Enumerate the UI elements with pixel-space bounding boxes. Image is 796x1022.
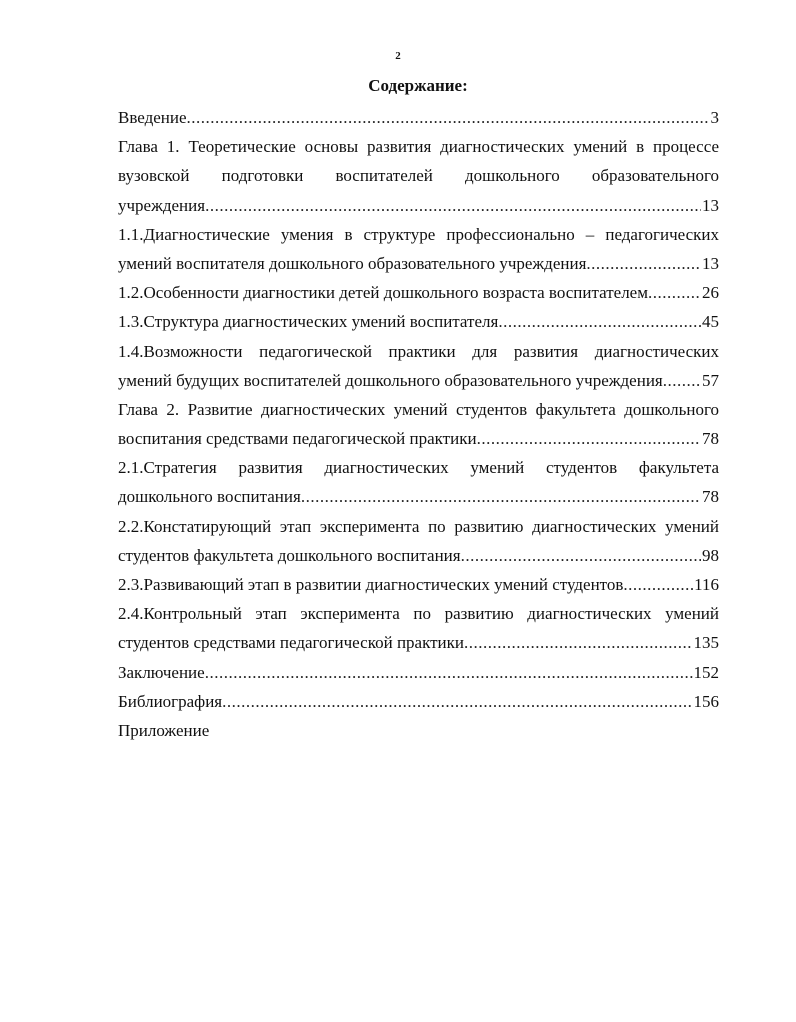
dot-leader xyxy=(623,570,693,599)
toc-entry-1-1-line2[interactable] xyxy=(118,249,719,278)
toc-title: Содержание: xyxy=(368,76,468,95)
dot-leader xyxy=(222,687,692,716)
toc-entry-title: 2.3.Развивающий этап в развитии диагностических умений студентов xyxy=(118,575,624,594)
toc-entry-title: студентов факультета дошкольного воспитания xyxy=(118,545,461,565)
dot-leader xyxy=(663,366,701,395)
toc-entry-2-4-line2[interactable] xyxy=(118,628,719,657)
dot-leader xyxy=(301,482,701,511)
toc-entry-title: учреждения xyxy=(118,195,206,215)
dot-leader xyxy=(498,307,701,336)
toc-entry-page: 156 xyxy=(693,691,719,711)
toc-entry-title: умений будущих воспитателей дошкольного образовательного учреждения xyxy=(118,370,663,390)
page-number: 2 xyxy=(395,50,401,62)
toc-entry-page: 152 xyxy=(693,662,719,682)
toc-entry-chapter1-line1[interactable]: Глава 1. Теоретические основы развития диагностических умений в процессе xyxy=(118,137,719,157)
toc-entry-page: 57 xyxy=(702,370,719,390)
toc-entry-title: Введение xyxy=(118,108,187,127)
toc-entry-chapter1-line3[interactable] xyxy=(118,191,719,220)
toc-entry-2-3[interactable] xyxy=(118,570,719,599)
toc-entry-intro[interactable] xyxy=(118,103,719,132)
toc-entry-title: дошкольного воспитания xyxy=(118,487,301,507)
toc-entry-title: 1.3.Структура диагностических умений воспитателя xyxy=(118,312,499,332)
toc-entry-page: 116 xyxy=(694,575,719,594)
toc-entry-page: 45 xyxy=(702,312,719,332)
dot-leader xyxy=(187,103,710,132)
dot-leader xyxy=(461,541,701,570)
table-of-contents xyxy=(118,103,719,745)
toc-entry-bibliography[interactable] xyxy=(118,687,719,716)
toc-entry-2-4-line1[interactable]: 2.4.Контрольный этап эксперимента по развитию диагностических умений xyxy=(118,604,719,624)
toc-entry-2-1-line1[interactable]: 2.1.Стратегия развития диагностических умений студентов факультета xyxy=(118,458,719,478)
toc-entry-page: 78 xyxy=(702,487,719,507)
toc-entry-page: 13 xyxy=(702,195,719,215)
toc-entry-chapter2-line2[interactable] xyxy=(118,424,719,453)
toc-entry-conclusion[interactable] xyxy=(118,658,719,687)
toc-entry-title: умений воспитателя дошкольного образовательного учреждения xyxy=(118,253,587,273)
toc-entry-page: 78 xyxy=(702,429,719,449)
toc-entry-2-1-line2[interactable] xyxy=(118,482,719,511)
toc-entry-chapter2-line1[interactable]: Глава 2. Развитие диагностических умений студентов факультета дошкольного xyxy=(118,399,719,419)
dot-leader xyxy=(648,278,701,307)
toc-entry-title: Библиография xyxy=(118,691,223,711)
dot-leader xyxy=(586,249,701,278)
toc-entry-chapter1-line2[interactable]: вузовской подготовки воспитателей дошкольного образовательного xyxy=(118,166,719,186)
toc-entry-1-3[interactable] xyxy=(118,307,719,336)
toc-entry-2-2-line1[interactable]: 2.2.Констатирующий этап эксперимента по развитию диагностических умений xyxy=(118,516,719,536)
toc-entry-page: 98 xyxy=(702,545,719,565)
dot-leader xyxy=(205,191,701,220)
toc-entry-page: 135 xyxy=(693,633,719,653)
dot-leader xyxy=(464,628,692,657)
dot-leader xyxy=(477,424,701,453)
toc-entry-1-4-line2[interactable] xyxy=(118,366,719,395)
toc-entry-1-2[interactable] xyxy=(118,278,719,307)
dot-leader xyxy=(205,658,693,687)
toc-entry-2-2-line2[interactable] xyxy=(118,541,719,570)
toc-entry-page: 26 xyxy=(702,283,719,303)
toc-entry-title: воспитания средствами педагогической практики xyxy=(118,429,477,449)
toc-entry-appendix[interactable]: Приложение xyxy=(118,720,210,740)
toc-entry-title: 1.2.Особенности диагностики детей дошкольного возраста воспитателем xyxy=(118,283,648,303)
toc-entry-page: 13 xyxy=(702,253,719,273)
toc-entry-1-1-line1[interactable]: 1.1.Диагностические умения в структуре профессионально – педагогических xyxy=(118,224,719,244)
toc-entry-title: Заключение xyxy=(118,662,205,682)
toc-entry-1-4-line1[interactable]: 1.4.Возможности педагогической практики для развития диагностических xyxy=(118,341,719,361)
toc-entry-title: студентов средствами педагогической практики xyxy=(118,633,465,653)
toc-entry-page: 3 xyxy=(710,108,719,127)
